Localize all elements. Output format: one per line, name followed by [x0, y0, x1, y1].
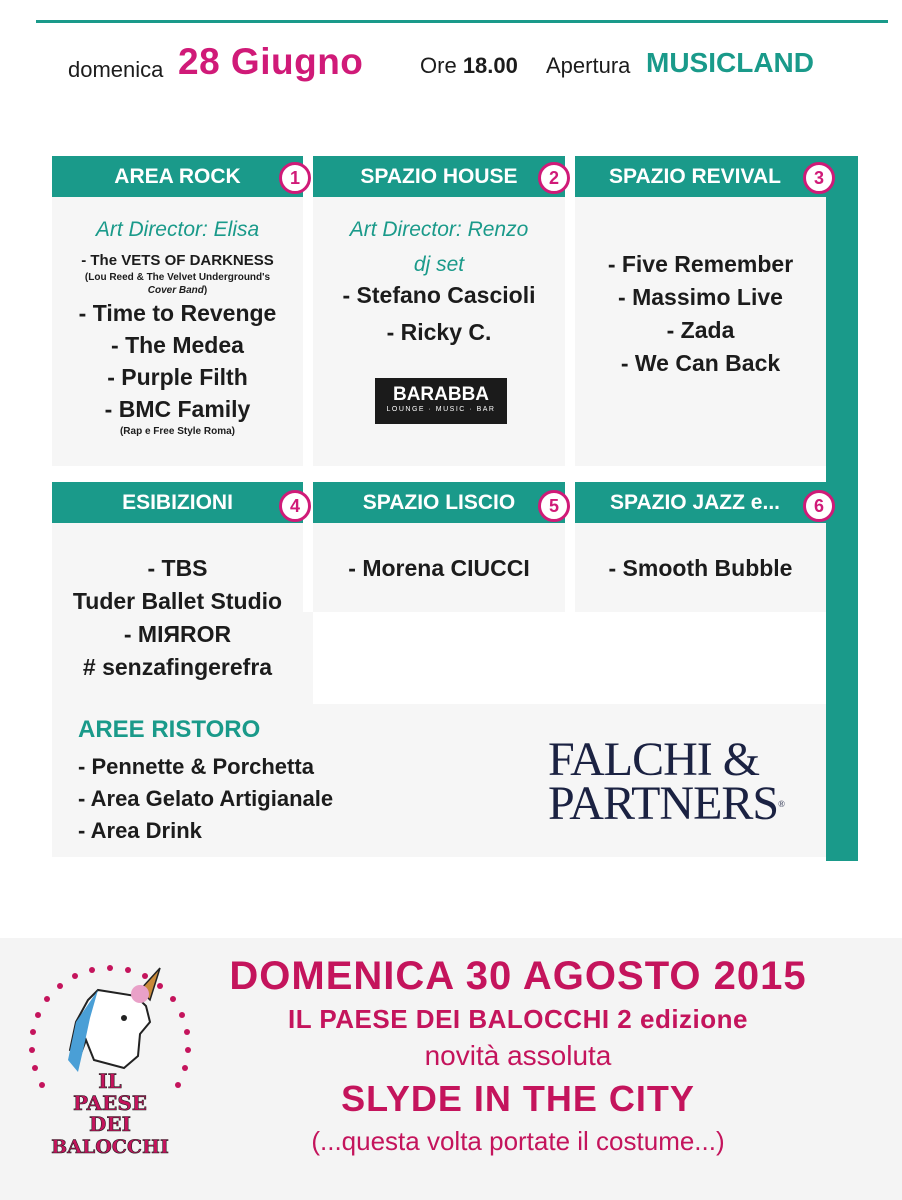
act-note: (Lou Reed & The Velvet Underground's — [84, 272, 271, 283]
act: Tuder Ballet Studio — [72, 588, 283, 614]
area-number-badge: 5 — [538, 490, 570, 522]
area-rock-content — [52, 218, 303, 437]
ristoro-title: AREE RISTORO — [78, 716, 261, 743]
barabba-logo-name: BARABBA — [392, 384, 490, 405]
header-apertura: Apertura — [546, 53, 631, 78]
spazio-revival-content — [575, 251, 826, 377]
act-note: (Rap e Free Style Roma) — [119, 426, 236, 437]
act: - We Can Back — [620, 350, 781, 376]
event-date: DOMENICA 30 AGOSTO 2015 — [229, 954, 807, 998]
spazio-jazz-header — [575, 482, 826, 523]
ristoro-item: - Pennette & Porchetta — [78, 754, 314, 779]
act: - Morena CIUCCI — [348, 555, 530, 581]
esibizioni-content — [52, 555, 303, 681]
barabba-logo-sub: LOUNGE · MUSIC · BAR — [386, 406, 496, 413]
act-note: Cover Band) — [147, 285, 208, 296]
ristoro-item: - Area Drink — [78, 818, 202, 843]
spazio-liscio-title: SPAZIO LISCIO — [362, 491, 516, 514]
logo-text: DEI — [89, 1112, 131, 1136]
act: - Five Remember — [607, 251, 794, 277]
art-director: Art Director: Renzo — [349, 218, 529, 241]
area-rock-header — [52, 156, 303, 197]
top-rule — [36, 20, 888, 23]
area-number-badge: 3 — [803, 162, 835, 194]
act: - The VETS OF DARKNESS — [81, 252, 274, 269]
spazio-jazz-title: SPAZIO JAZZ e... — [610, 491, 780, 514]
header-time: Ore 18.00 — [420, 53, 518, 78]
event-name: IL PAESE DEI BALOCCHI 2 edizione — [288, 1004, 748, 1034]
spazio-jazz-content — [575, 555, 826, 582]
header-venue: MUSICLAND — [646, 47, 814, 78]
spazio-house-header — [313, 156, 565, 197]
ristoro-item: - Area Gelato Artigianale — [78, 786, 334, 811]
spazio-liscio-header — [313, 482, 565, 523]
paese-dei-balocchi-logo — [28, 960, 193, 1160]
falchi-partners-logo — [548, 733, 808, 830]
spazio-liscio-content — [313, 555, 565, 582]
falchi-logo-line2: PARTNERS® — [548, 777, 784, 830]
area-number-badge: 1 — [279, 162, 311, 194]
act: - Stefano Cascioli — [342, 282, 536, 308]
act: - Massimo Live — [618, 284, 783, 310]
aree-ristoro — [78, 716, 333, 844]
act: - Smooth Bubble — [608, 555, 793, 581]
area-rock-title: AREA ROCK — [114, 165, 241, 188]
spazio-revival-title: SPAZIO REVIVAL — [609, 165, 781, 188]
spazio-house-content — [313, 218, 565, 346]
spazio-revival-header — [575, 156, 826, 197]
esibizioni-header — [52, 482, 303, 523]
spazio-house-title: SPAZIO HOUSE — [360, 165, 518, 188]
falchi-logo-line1: FALCHI & — [548, 733, 760, 786]
act: - TBS — [147, 555, 208, 581]
art-director: Art Director: Elisa — [95, 218, 260, 241]
act: - The Medea — [111, 332, 244, 358]
act: # senzafingerefra — [82, 654, 273, 680]
barabba-logo — [375, 378, 507, 424]
header-date: 28 Giugno — [178, 41, 364, 82]
area-number-badge: 2 — [538, 162, 570, 194]
esibizioni-title: ESIBIZIONI — [122, 491, 233, 514]
area-number-badge: 6 — [803, 490, 835, 522]
logo-text: IL — [98, 1069, 122, 1093]
act: - Purple Filth — [107, 364, 248, 390]
header — [68, 38, 868, 88]
event-novelty: novità assoluta — [424, 1040, 612, 1071]
act: - Time to Revenge — [78, 300, 277, 326]
row-gap — [52, 466, 826, 482]
event-highlight: SLYDE IN THE CITY — [341, 1078, 695, 1119]
act: - Zada — [666, 317, 735, 343]
area-number-badge: 4 — [279, 490, 311, 522]
dj-set-label: dj set — [413, 253, 465, 276]
logo-text: BALOCCHI — [51, 1136, 169, 1158]
empty-area — [313, 612, 826, 704]
act: - MIЯROR — [123, 621, 232, 647]
act: - BMC Family — [104, 396, 251, 422]
event-note: (...questa volta portate il costume...) — [311, 1126, 725, 1156]
logo-text: PAESE — [72, 1091, 148, 1115]
header-day: domenica — [68, 57, 164, 82]
act: - Ricky C. — [386, 319, 492, 345]
